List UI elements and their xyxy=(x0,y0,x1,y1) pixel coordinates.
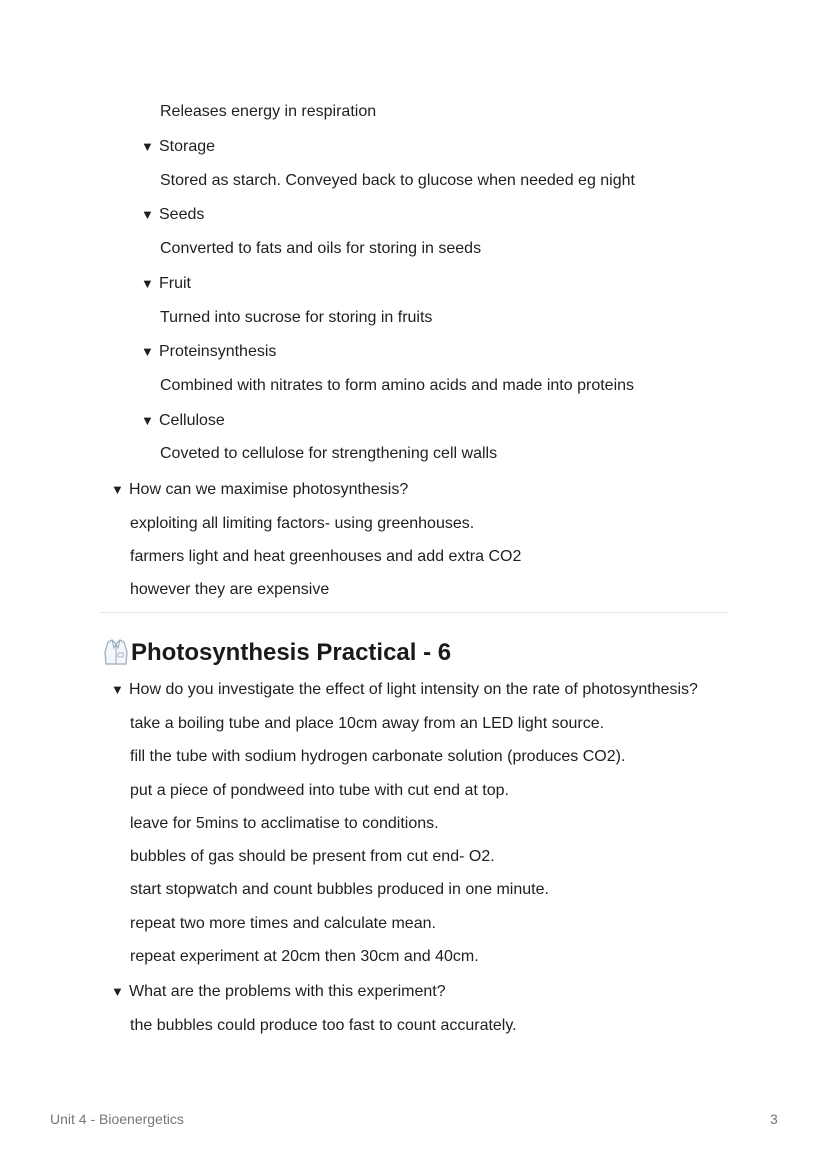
toggle-label: What are the problems with this experiment? xyxy=(129,983,446,1000)
text-cellulose: Coveted to cellulose for strengthening cell walls xyxy=(160,445,498,462)
toggle-experiment-problems[interactable] xyxy=(111,982,446,1002)
text-maximise-3: however they are expensive xyxy=(130,581,330,598)
toggle-label: Cellulose xyxy=(159,412,225,429)
triangle-down-icon: ▼ xyxy=(111,984,124,999)
text-storage: Stored as starch. Conveyed back to glucose when needed eg night xyxy=(160,172,635,189)
text-proteinsynthesis: Combined with nitrates to form amino acids and made into proteins xyxy=(160,377,635,394)
step-item: bubbles of gas should be present from cut end- O2. xyxy=(130,848,495,865)
step-item: leave for 5mins to acclimatise to conditions. xyxy=(130,815,439,832)
step-item: put a piece of pondweed into tube with cut end at top. xyxy=(130,782,509,799)
text-fruit: Turned into sucrose for storing in fruits xyxy=(160,309,433,326)
triangle-down-icon: ▼ xyxy=(141,344,154,359)
step-item: start stopwatch and count bubbles produced in one minute. xyxy=(130,881,549,898)
step-item: fill the tube with sodium hydrogen carbonate solution (produces CO2). xyxy=(130,748,626,765)
toggle-label: How can we maximise photosynthesis? xyxy=(129,481,409,498)
triangle-down-icon: ▼ xyxy=(111,482,124,497)
toggle-maximise-photosynthesis[interactable] xyxy=(111,480,408,500)
section-heading xyxy=(103,638,451,668)
step-item: repeat two more times and calculate mean. xyxy=(130,915,436,932)
toggle-proteinsynthesis[interactable] xyxy=(141,342,276,362)
toggle-fruit[interactable] xyxy=(141,274,191,294)
step-item: take a boiling tube and place 10cm away from an LED light source. xyxy=(130,715,605,732)
triangle-down-icon: ▼ xyxy=(111,682,124,697)
text-seeds: Converted to fats and oils for storing in seeds xyxy=(160,240,482,257)
page-number: 3 xyxy=(770,1111,778,1127)
toggle-seeds[interactable] xyxy=(141,205,204,225)
toggle-label: Fruit xyxy=(159,275,191,292)
text-problems: the bubbles could produce too fast to count accurately. xyxy=(130,1017,517,1034)
page-title: Photosynthesis Practical - 6 xyxy=(131,639,452,666)
triangle-down-icon: ▼ xyxy=(141,413,154,428)
lab-coat-icon xyxy=(103,638,129,666)
toggle-label: Proteinsynthesis xyxy=(159,343,277,360)
toggle-cellulose[interactable] xyxy=(141,411,225,431)
divider xyxy=(100,612,728,613)
footer-title: Unit 4 - Bioenergetics xyxy=(50,1111,184,1127)
text-maximise-1: exploiting all limiting factors- using greenhouses. xyxy=(130,515,475,532)
step-item: repeat experiment at 20cm then 30cm and 40cm. xyxy=(130,948,479,965)
triangle-down-icon: ▼ xyxy=(141,139,154,154)
toggle-label: Storage xyxy=(159,138,216,155)
toggle-storage[interactable] xyxy=(141,137,215,157)
toggle-investigate-light-intensity[interactable] xyxy=(111,680,698,700)
text-respiration: Releases energy in respiration xyxy=(160,103,377,120)
triangle-down-icon: ▼ xyxy=(141,276,154,291)
text-maximise-2: farmers light and heat greenhouses and add extra CO2 xyxy=(130,548,522,565)
toggle-label: How do you investigate the effect of light intensity on the rate of photosynthesis? xyxy=(129,681,698,698)
toggle-label: Seeds xyxy=(159,206,205,223)
triangle-down-icon: ▼ xyxy=(141,207,154,222)
